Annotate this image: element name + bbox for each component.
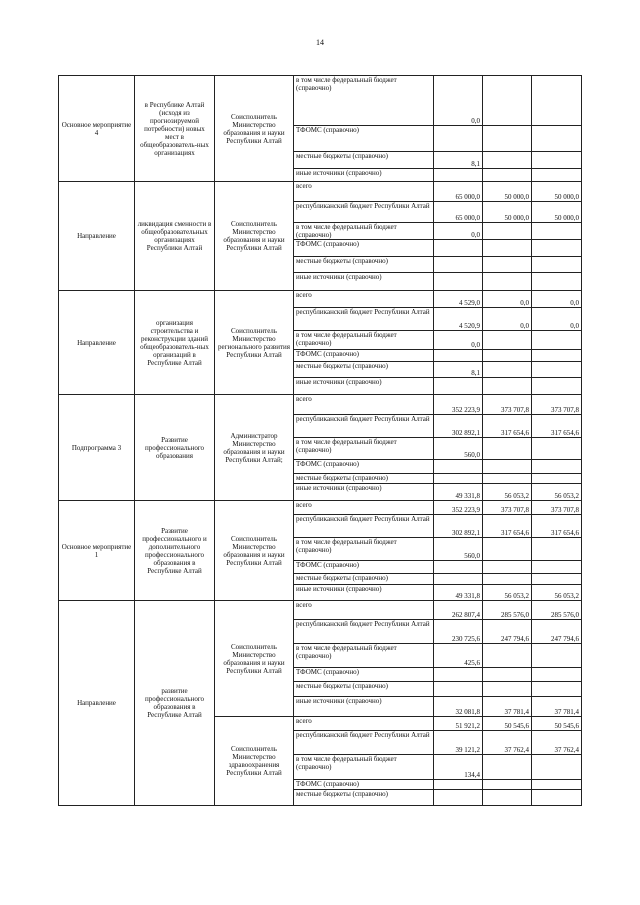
funding-source-cell: ТФОМС (справочно) [294,668,434,682]
amount-cell-year-2 [483,644,532,668]
amount-cell-year-2: 37 762,4 [483,731,532,755]
amount-cell-year-3 [532,152,582,169]
amount-cell-year-1: 8,1 [434,362,483,378]
amount-cell-year-1: 134,4 [434,755,483,780]
executor-cell: Соисполнитель Министерство образования и науки Республики Алтай [215,601,294,717]
measure-name-cell: Подпрограмма 3 [59,395,135,501]
amount-cell-year-1 [434,474,483,484]
amount-cell-year-3 [532,474,582,484]
amount-cell-year-2 [483,152,532,169]
amount-cell-year-3 [532,257,582,273]
amount-cell-year-1 [434,240,483,257]
funding-source-cell: всего [294,291,434,308]
measure-description-cell: Развитие профессионального и дополнительного профессионального образования в Республике Алтай [135,501,215,601]
funding-source-cell: в том числе федеральный бюджет (справочно) [294,644,434,668]
amount-cell-year-1: 65 000,0 [434,182,483,202]
funding-source-cell: ТФОМС (справочно) [294,780,434,790]
funding-source-cell: местные бюджеты (справочно) [294,257,434,273]
amount-cell-year-3: 37 762,4 [532,731,582,755]
funding-source-cell: иные источники (справочно) [294,585,434,601]
measure-name-cell: Основное мероприятие 4 [59,76,135,182]
table-row [59,182,582,202]
measure-name-cell: Направление [59,291,135,395]
amount-cell-year-2: 50 545,6 [483,717,532,731]
amount-cell-year-3 [532,223,582,240]
amount-cell-year-2 [483,169,532,182]
amount-cell-year-3 [532,644,582,668]
executor-cell: Соисполнитель Министерство образования и науки Республики Алтай [215,501,294,601]
amount-cell-year-1: 560,0 [434,538,483,561]
measure-description-cell: Развитие профессионального образования [135,395,215,501]
amount-cell-year-2 [483,378,532,395]
funding-source-cell: иные источники (справочно) [294,484,434,501]
funding-source-cell: республиканский бюджет Республики Алтай [294,308,434,331]
amount-cell-year-2 [483,331,532,350]
measure-description-cell: развитие профессионального образования в Республике Алтай [135,601,215,806]
amount-cell-year-2 [483,682,532,697]
amount-cell-year-3 [532,76,582,126]
amount-cell-year-3: 317 654,6 [532,515,582,538]
amount-cell-year-3 [532,538,582,561]
amount-cell-year-1: 65 000,0 [434,202,483,223]
amount-cell-year-3 [532,350,582,362]
amount-cell-year-2 [483,474,532,484]
amount-cell-year-3 [532,780,582,790]
amount-cell-year-1: 32 081,8 [434,697,483,717]
amount-cell-year-3 [532,169,582,182]
amount-cell-year-2: 317 654,6 [483,415,532,438]
amount-cell-year-2 [483,668,532,682]
amount-cell-year-1 [434,350,483,362]
funding-source-cell: республиканский бюджет Республики Алтай [294,731,434,755]
amount-cell-year-2 [483,538,532,561]
funding-source-cell: ТФОМС (справочно) [294,240,434,257]
table-row [59,395,582,415]
amount-cell-year-1: 49 331,8 [434,585,483,601]
amount-cell-year-3 [532,126,582,152]
executor-cell: Соисполнитель Министерство образования и науки Республики Алтай [215,76,294,182]
funding-source-cell: ТФОМС (справочно) [294,126,434,152]
funding-source-cell: местные бюджеты (справочно) [294,682,434,697]
funding-source-cell: в том числе федеральный бюджет (справочно) [294,755,434,780]
funding-source-cell: республиканский бюджет Республики Алтай [294,620,434,644]
amount-cell-year-3 [532,790,582,806]
funding-source-cell: в том числе федеральный бюджет (справочно) [294,331,434,350]
amount-cell-year-3: 285 576,0 [532,601,582,620]
amount-cell-year-1: 0,0 [434,223,483,240]
table-row [59,76,582,126]
amount-cell-year-2 [483,460,532,474]
measure-name-cell: Направление [59,182,135,291]
amount-cell-year-3 [532,378,582,395]
funding-source-cell: всего [294,395,434,415]
funding-source-cell: республиканский бюджет Республики Алтай [294,515,434,538]
amount-cell-year-2 [483,561,532,574]
amount-cell-year-3 [532,240,582,257]
funding-source-cell: в том числе федеральный бюджет (справочно) [294,438,434,460]
amount-cell-year-3 [532,460,582,474]
amount-cell-year-3 [532,362,582,378]
funding-source-cell: иные источники (справочно) [294,378,434,395]
amount-cell-year-3: 0,0 [532,291,582,308]
amount-cell-year-1 [434,378,483,395]
executor-cell: Соисполнитель Министерство образования и науки Республики Алтай [215,182,294,291]
amount-cell-year-2: 50 000,0 [483,182,532,202]
amount-cell-year-3: 373 707,8 [532,501,582,515]
amount-cell-year-3: 50 000,0 [532,202,582,223]
funding-source-cell: всего [294,601,434,620]
funding-source-cell: всего [294,717,434,731]
amount-cell-year-3 [532,668,582,682]
funding-source-cell: иные источники (справочно) [294,169,434,182]
funding-source-cell: ТФОМС (справочно) [294,460,434,474]
amount-cell-year-3: 56 053,2 [532,484,582,501]
amount-cell-year-2 [483,126,532,152]
amount-cell-year-3 [532,438,582,460]
amount-cell-year-2 [483,350,532,362]
amount-cell-year-1 [434,561,483,574]
funding-source-cell: в том числе федеральный бюджет (справочно) [294,76,434,126]
amount-cell-year-2 [483,790,532,806]
amount-cell-year-2 [483,574,532,585]
amount-cell-year-3: 50 000,0 [532,182,582,202]
measure-description-cell: в Республике Алтай (исходя из прогнозируемой потребности) новых мест в общеобразователь-ных организациях [135,76,215,182]
funding-source-cell: в том числе федеральный бюджет (справочно) [294,538,434,561]
amount-cell-year-2 [483,223,532,240]
amount-cell-year-3: 247 794,6 [532,620,582,644]
table-row [59,291,582,308]
amount-cell-year-3: 317 654,6 [532,415,582,438]
funding-source-cell: местные бюджеты (справочно) [294,474,434,484]
amount-cell-year-3: 0,0 [532,308,582,331]
amount-cell-year-3: 37 781,4 [532,697,582,717]
table-row [59,501,582,515]
amount-cell-year-1 [434,126,483,152]
funding-source-cell: местные бюджеты (справочно) [294,152,434,169]
amount-cell-year-1: 0,0 [434,76,483,126]
funding-source-cell: республиканский бюджет Республики Алтай [294,415,434,438]
funding-source-cell: республиканский бюджет Республики Алтай [294,202,434,223]
amount-cell-year-2: 37 781,4 [483,697,532,717]
measure-description-cell: организация строительства и реконструкции зданий общеобразователь-ных организаций в Республике Алтай [135,291,215,395]
amount-cell-year-2: 0,0 [483,291,532,308]
amount-cell-year-2: 247 794,6 [483,620,532,644]
amount-cell-year-1: 0,0 [434,331,483,350]
funding-source-cell: ТФОМС (справочно) [294,350,434,362]
amount-cell-year-1: 4 520,9 [434,308,483,331]
amount-cell-year-1: 49 331,8 [434,484,483,501]
amount-cell-year-2: 373 707,8 [483,501,532,515]
amount-cell-year-2: 373 707,8 [483,395,532,415]
amount-cell-year-1: 352 223,9 [434,501,483,515]
amount-cell-year-1: 560,0 [434,438,483,460]
amount-cell-year-3 [532,755,582,780]
funding-source-cell: местные бюджеты (справочно) [294,574,434,585]
amount-cell-year-3 [532,331,582,350]
executor-cell: Администратор Министерство образования и науки Республики Алтай; [215,395,294,501]
amount-cell-year-2: 0,0 [483,308,532,331]
amount-cell-year-1 [434,460,483,474]
funding-source-cell: ТФОМС (справочно) [294,561,434,574]
funding-source-cell: иные источники (справочно) [294,697,434,717]
amount-cell-year-1: 262 807,4 [434,601,483,620]
measure-name-cell: Направление [59,601,135,806]
funding-table [58,75,582,806]
amount-cell-year-1: 39 121,2 [434,731,483,755]
amount-cell-year-1: 230 725,6 [434,620,483,644]
amount-cell-year-2: 56 053,2 [483,585,532,601]
amount-cell-year-2 [483,240,532,257]
amount-cell-year-3 [532,273,582,291]
amount-cell-year-3 [532,574,582,585]
amount-cell-year-1: 51 921,2 [434,717,483,731]
funding-source-cell: всего [294,182,434,202]
amount-cell-year-2 [483,273,532,291]
amount-cell-year-1 [434,169,483,182]
amount-cell-year-1 [434,668,483,682]
amount-cell-year-1 [434,574,483,585]
funding-source-cell: в том числе федеральный бюджет (справочно) [294,223,434,240]
amount-cell-year-1 [434,257,483,273]
funding-source-cell: всего [294,501,434,515]
amount-cell-year-2: 317 654,6 [483,515,532,538]
amount-cell-year-1 [434,790,483,806]
amount-cell-year-3: 56 053,2 [532,585,582,601]
amount-cell-year-2: 50 000,0 [483,202,532,223]
amount-cell-year-2 [483,755,532,780]
amount-cell-year-2 [483,257,532,273]
measure-name-cell: Основное мероприятие 1 [59,501,135,601]
amount-cell-year-1: 4 529,0 [434,291,483,308]
funding-source-cell: местные бюджеты (справочно) [294,790,434,806]
executor-cell: Соисполнитель Министерство регионального развития Республики Алтай [215,291,294,395]
table-row [59,601,582,620]
executor-cell: Соисполнитель Министерство здравоохранения Республики Алтай [215,717,294,806]
amount-cell-year-2 [483,362,532,378]
amount-cell-year-1: 302 892,1 [434,415,483,438]
funding-source-cell: иные источники (справочно) [294,273,434,291]
amount-cell-year-1 [434,780,483,790]
amount-cell-year-3 [532,561,582,574]
amount-cell-year-2 [483,76,532,126]
amount-cell-year-1: 425,6 [434,644,483,668]
funding-source-cell: местные бюджеты (справочно) [294,362,434,378]
amount-cell-year-3: 50 545,6 [532,717,582,731]
amount-cell-year-1 [434,273,483,291]
amount-cell-year-3 [532,682,582,697]
amount-cell-year-1: 302 892,1 [434,515,483,538]
amount-cell-year-2: 56 053,2 [483,484,532,501]
amount-cell-year-3: 373 707,8 [532,395,582,415]
amount-cell-year-1 [434,682,483,697]
amount-cell-year-1: 352 223,9 [434,395,483,415]
amount-cell-year-2 [483,438,532,460]
amount-cell-year-2 [483,780,532,790]
page-number: 14 [316,38,324,47]
measure-description-cell: ликвидация сменности в общеобразовательных организациях Республики Алтай [135,182,215,291]
amount-cell-year-2: 285 576,0 [483,601,532,620]
amount-cell-year-1: 8,1 [434,152,483,169]
